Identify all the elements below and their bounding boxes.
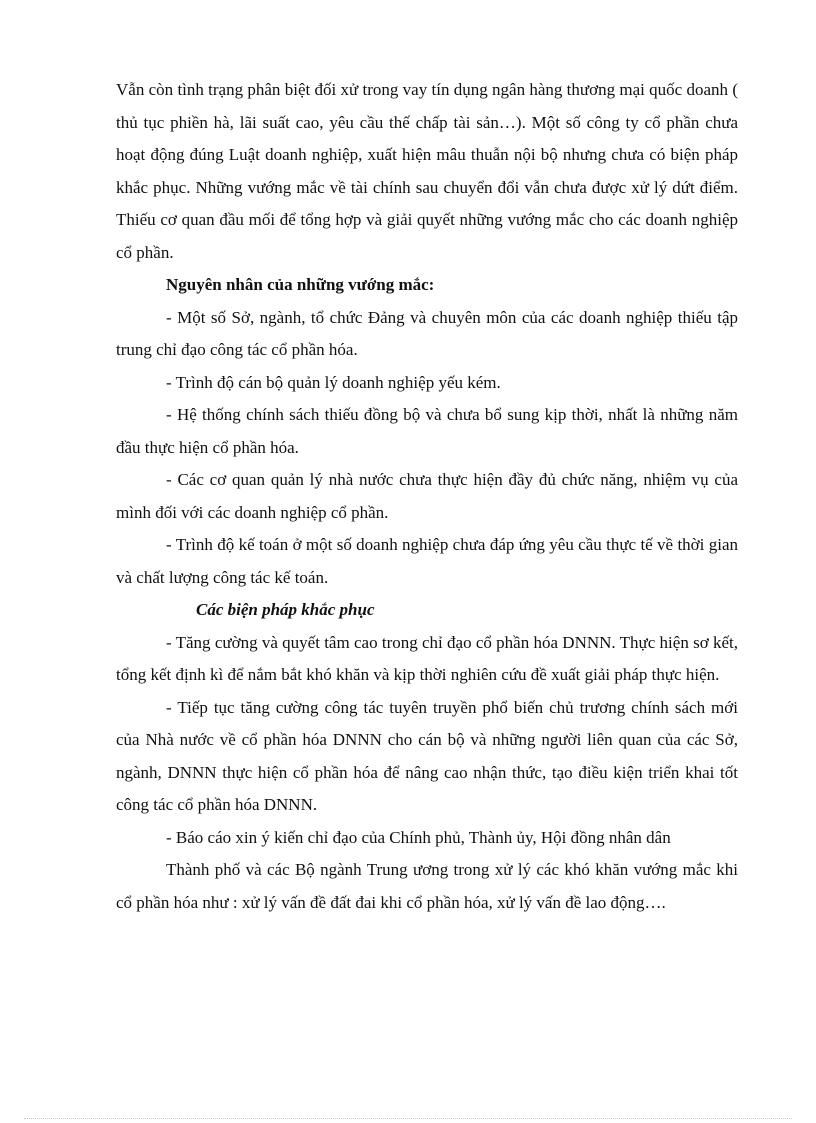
- causes-heading: Nguyên nhân của những vướng mắc:: [166, 275, 435, 294]
- solution-item: - Tiếp tục tăng cường công tác tuyên truyền phổ biến chủ trương chính sách mới của Nhà nước về cổ phần hóa DNNN cho cán bộ và những người liên quan của các Sở, ngành, DNNN thực hiện cổ phần hóa để nâng cao nhận thức, tạo điều kiện triển khai tốt công tác cổ phần hóa DNNN.: [116, 697, 738, 814]
- footer-divider: [24, 1118, 792, 1119]
- cause-item: - Trình độ cán bộ quản lý doanh nghiệp yếu kém.: [166, 372, 501, 392]
- solution-continuation: Thành phố và các Bộ ngành Trung ương trong xử lý các khó khăn vướng mắc khi cổ phần hóa như : xử lý vấn đề đất đai khi cổ phần hóa, xử lý vấn đề lao động….: [116, 860, 738, 912]
- cause-item: - Trình độ kế toán ở một số doanh nghiệp chưa đáp ứng yêu cầu thực tế về thời gian và chất lượng công tác kế toán.: [116, 535, 738, 587]
- intro-paragraph: Vẫn còn tình trạng phân biệt đối xử trong vay tín dụng ngân hàng thương mại quốc doanh ( thủ tục phiền hà, lãi suất cao, yêu cầu thế chấp tài sản…). Một số công ty cổ phần chưa hoạt động đúng Luật doanh nghiệp, xuất hiện mâu thuẫn nội bộ nhưng chưa có biện pháp khắc phục. Những vướng mắc về tài chính sau chuyển đổi vẫn chưa được xử lý dứt điểm. Thiếu cơ quan đầu mối để tổng hợp và giải quyết những vướng mắc cho các doanh nghiệp cổ phần.: [116, 80, 738, 262]
- cause-item: - Hệ thống chính sách thiếu đồng bộ và chưa bổ sung kịp thời, nhất là những năm đầu thực hiện cổ phần hóa.: [116, 405, 738, 457]
- document-page: [116, 74, 738, 919]
- cause-item: - Một số Sở, ngành, tổ chức Đảng và chuyên môn của các doanh nghiệp thiếu tập trung chỉ đạo công tác cổ phần hóa.: [116, 307, 738, 359]
- cause-item: - Các cơ quan quản lý nhà nước chưa thực hiện đầy đủ chức năng, nhiệm vụ của mình đối với các doanh nghiệp cổ phần.: [116, 470, 738, 522]
- solutions-heading: Các biện pháp khắc phục: [196, 600, 375, 619]
- solution-item: - Tăng cường và quyết tâm cao trong chỉ đạo cổ phần hóa DNNN. Thực hiện sơ kết, tổng kết định kì để nắm bắt khó khăn và kịp thời nghiên cứu đề xuất giải pháp thực hiện.: [116, 632, 738, 684]
- solution-item: - Báo cáo xin ý kiến chỉ đạo của Chính phủ, Thành ủy, Hội đồng nhân dân: [166, 827, 671, 847]
